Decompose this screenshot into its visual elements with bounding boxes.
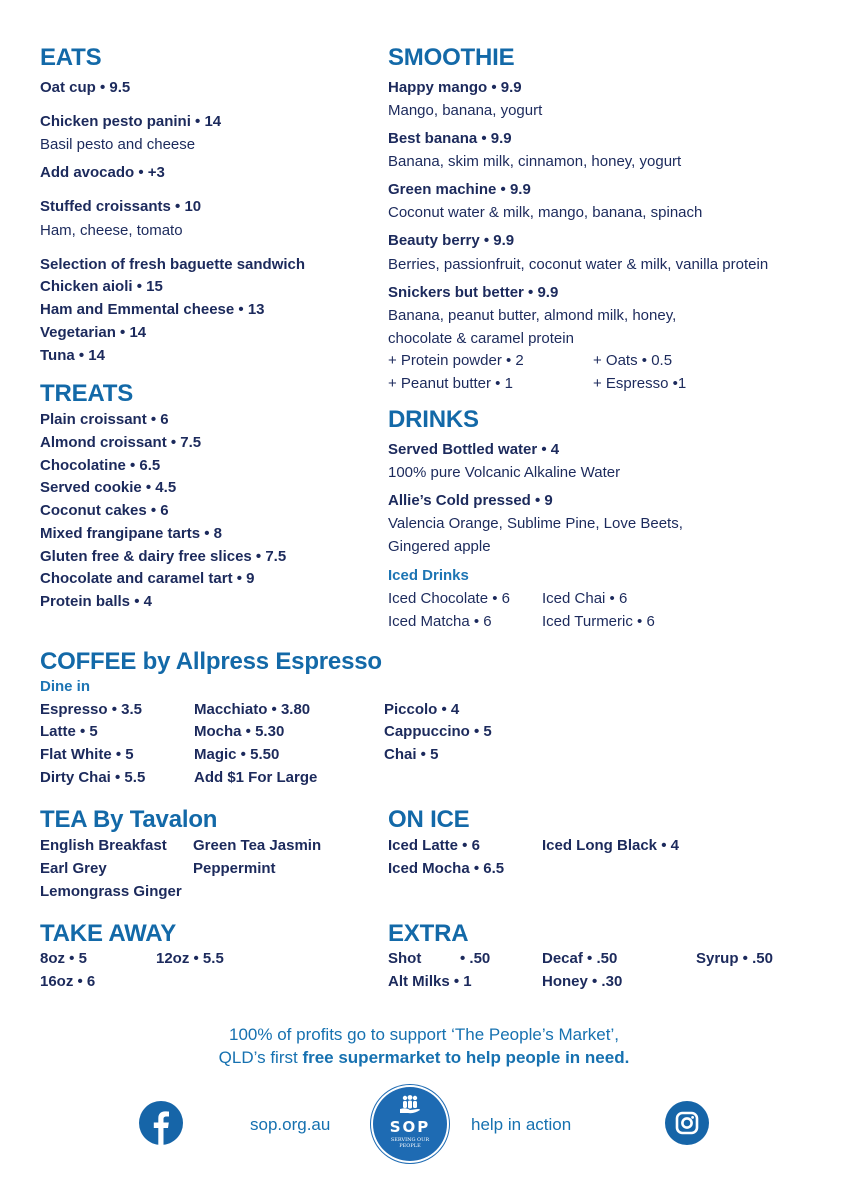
menu-item: Stuffed croissants • 10 [40, 198, 202, 215]
menu-item-desc: 100% pure Volcanic Alkaline Water [388, 464, 621, 481]
footer-line-2-regular: QLD’s first [218, 1048, 303, 1067]
menu-item: Happy mango • 9.9 [388, 79, 522, 96]
menu-item: Best banana • 9.9 [388, 130, 512, 147]
menu-item: Espresso • 3.5 [40, 701, 142, 718]
instagram-icon[interactable] [665, 1101, 709, 1145]
menu-item: Alt Milks • 1 [388, 973, 472, 990]
menu-item: Chocolate and caramel tart • 9 [40, 570, 255, 587]
menu-item: Chicken pesto panini • 14 [40, 113, 222, 130]
menu-item: Dirty Chai • 5.5 [40, 769, 146, 786]
menu-item: Iced Chai • 6 [542, 590, 628, 607]
menu-item-desc: chocolate & caramel protein [388, 330, 574, 347]
menu-item: Mocha • 5.30 [194, 723, 285, 740]
menu-item: Ham and Emmental cheese • 13 [40, 301, 265, 318]
menu-item: Oat cup • 9.5 [40, 79, 131, 96]
addon-item: + Oats • 0.5 [593, 352, 673, 369]
coffee-heading: COFFEE by Allpress Espresso [40, 648, 382, 675]
menu-item: Iced Long Black • 4 [542, 837, 679, 854]
website-link[interactable]: sop.org.au [250, 1115, 331, 1134]
menu-item-desc: Gingered apple [388, 538, 491, 555]
menu-item: English Breakfast [40, 837, 167, 854]
menu-item: 16oz • 6 [40, 973, 96, 990]
menu-item: Flat White • 5 [40, 746, 134, 763]
addon-item: + Protein powder • 2 [388, 352, 524, 369]
menu-item-desc: Mango, banana, yogurt [388, 102, 543, 119]
footer-line-1: 100% of profits go to support ‘The People’s Market’, [229, 1025, 619, 1044]
drinks-heading: DRINKS [388, 406, 479, 433]
menu-item: Selection of fresh baguette sandwich [40, 256, 306, 273]
menu-item: Vegetarian • 14 [40, 324, 147, 341]
menu-item: Syrup • .50 [696, 950, 773, 967]
menu-item: Lemongrass Ginger [40, 883, 182, 900]
tagline: help in action [471, 1115, 572, 1134]
menu-item-desc: Valencia Orange, Sublime Pine, Love Beets, [388, 515, 683, 532]
menu-item-desc: Ham, cheese, tomato [40, 222, 183, 239]
menu-item: Chicken aioli • 15 [40, 278, 163, 295]
menu-item: Almond croissant • 7.5 [40, 434, 202, 451]
menu-item-desc: Berries, passionfruit, coconut water & milk, vanilla protein [388, 256, 769, 273]
menu-item: Green Tea Jasmin [193, 837, 322, 854]
menu-item-desc: Banana, peanut butter, almond milk, honey, [388, 307, 677, 324]
menu-item-desc: Basil pesto and cheese [40, 136, 196, 153]
menu-item: Chai • 5 [384, 746, 439, 763]
menu-item: Plain croissant • 6 [40, 411, 169, 428]
menu-item-desc: Coconut water & milk, mango, banana, spinach [388, 204, 703, 221]
menu-item: Iced Turmeric • 6 [542, 613, 655, 630]
sop-logo [371, 1085, 449, 1163]
facebook-glyph [139, 1101, 183, 1145]
treats-heading: TREATS [40, 380, 134, 407]
menu-item: Add avocado • +3 [40, 164, 165, 181]
dine-in-subheading: Dine in [40, 678, 91, 695]
sop-logo-subtext: SERVING OUR PEOPLE [390, 1137, 430, 1149]
menu-item: Earl Grey [40, 860, 107, 877]
menu-item: Cappuccino • 5 [384, 723, 492, 740]
footer-line-2-bold: free supermarket to help people in need. [302, 1048, 630, 1067]
menu-item: Gluten free & dairy free slices • 7.5 [40, 548, 287, 565]
tea-heading: TEA By Tavalon [40, 806, 218, 833]
menu-item: Iced Chocolate • 6 [388, 590, 510, 607]
menu-item: Mixed frangipane tarts • 8 [40, 525, 222, 542]
menu-item: Served Bottled water • 4 [388, 441, 560, 458]
on-ice-heading: ON ICE [388, 806, 470, 833]
people-hand-icon [398, 1095, 422, 1115]
addon-item: + Peanut butter • 1 [388, 375, 513, 392]
take-away-heading: TAKE AWAY [40, 920, 177, 947]
menu-item: 12oz • 5.5 [156, 950, 224, 967]
menu-item: Chocolatine • 6.5 [40, 457, 161, 474]
menu-item: Peppermint [193, 860, 276, 877]
menu-item: Honey • .30 [542, 973, 623, 990]
menu-item: Allie’s Cold pressed • 9 [388, 492, 553, 509]
menu-item: Iced Latte • 6 [388, 837, 480, 854]
menu-item: 8oz • 5 [40, 950, 87, 967]
menu-item: Macchiato • 3.80 [194, 701, 311, 718]
menu-item: Served cookie • 4.5 [40, 479, 177, 496]
menu-item: Iced Mocha • 6.5 [388, 860, 505, 877]
menu-item-desc: Banana, skim milk, cinnamon, honey, yogurt [388, 153, 682, 170]
menu-item: Protein balls • 4 [40, 593, 152, 610]
footer-line-2 [0, 1047, 848, 1069]
sop-logo-text: SOP [389, 1118, 431, 1136]
extra-heading: EXTRA [388, 920, 469, 947]
menu-item: Shot [388, 950, 422, 967]
menu-item: Beauty berry • 9.9 [388, 232, 515, 249]
facebook-icon[interactable] [139, 1101, 183, 1145]
menu-item: Green machine • 9.9 [388, 181, 531, 198]
smoothie-heading: SMOOTHIE [388, 44, 515, 71]
eats-heading: EATS [40, 44, 102, 71]
iced-drinks-subheading: Iced Drinks [388, 567, 469, 584]
menu-item: Tuna • 14 [40, 347, 105, 364]
menu-item: Iced Matcha • 6 [388, 613, 492, 630]
menu-item-price: • .50 [460, 950, 491, 967]
menu-item: Magic • 5.50 [194, 746, 280, 763]
menu-item: Coconut cakes • 6 [40, 502, 169, 519]
menu-item: Decaf • .50 [542, 950, 618, 967]
menu-item: Piccolo • 4 [384, 701, 460, 718]
menu-note: Add $1 For Large [194, 769, 318, 786]
addon-item: + Espresso •1 [593, 375, 687, 392]
menu-item: Snickers but better • 9.9 [388, 284, 559, 301]
menu-item: Latte • 5 [40, 723, 98, 740]
instagram-glyph [665, 1101, 709, 1145]
